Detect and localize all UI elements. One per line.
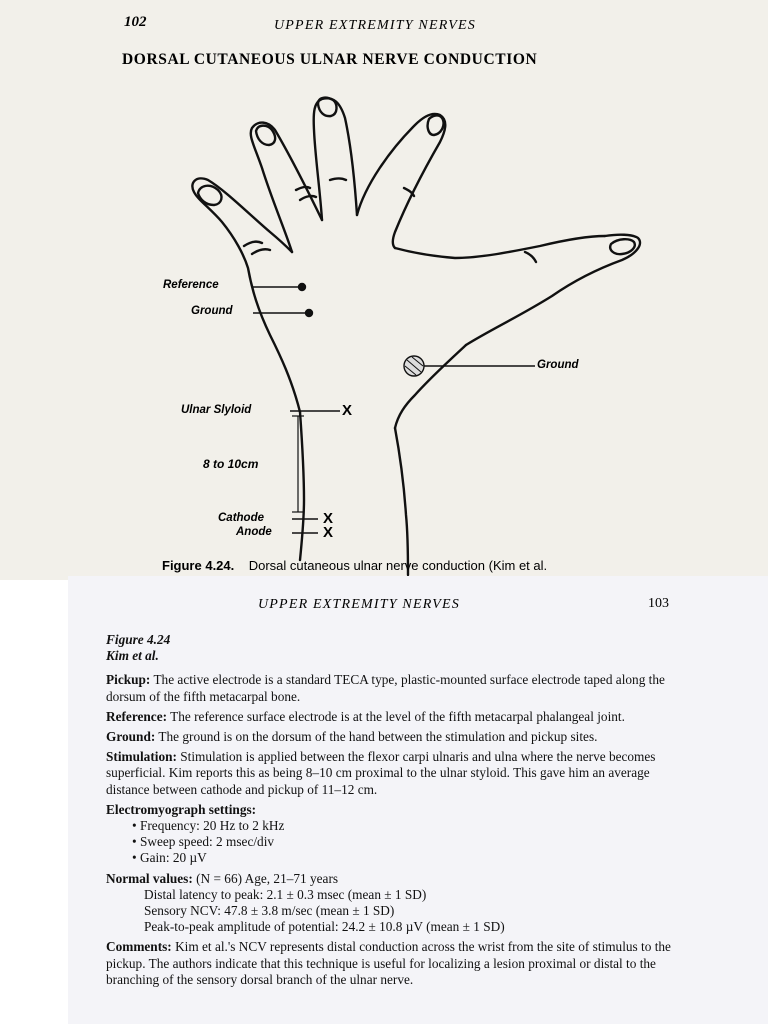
stimulation-paragraph: Stimulation: Stimulation is applied between the flexor carpi ulnaris and ulna where the nerve becomes superficial. Kim reports this as being 8–10 cm proximal to the ulnar styloid. This gave him an average distance between cathode and pickup of 11–12 cm. [106,749,656,797]
normal-values-list [106,887,681,936]
section-title: DORSAL CUTANEOUS ULNAR NERVE CONDUCTION [122,51,538,68]
figure-ref: Figure 4.24 [106,632,171,647]
reference-label: Reference [163,279,219,291]
emg-settings-list [106,818,681,867]
list-item: • Sweep speed: 2 msec/div [132,834,681,850]
pickup-paragraph: Pickup: The active electrode is a standard TECA type, plastic-mounted surface electrode taped along the dorsum of the fifth metacarpal bone. [106,672,665,704]
caption-text: Dorsal cutaneous ulnar nerve conduction (Kim et al. [248,558,548,573]
normal-values-heading: Normal values: (N = 66) Age, 21–71 years [106,870,339,886]
styloid-mark: X [342,402,353,419]
list-item: Peak-to-peak amplitude of potential: 24.2 ± 10.8 µV (mean ± 1 SD) [144,919,505,935]
page-103 [68,576,768,1024]
running-head: UPPER EXTREMITY NERVES [258,597,460,612]
anode-label: Anode [236,526,272,538]
figure-author: Kim et al. [106,648,159,664]
cathode-mark: X [323,510,334,527]
list-item: • Frequency: 20 Hz to 2 kHz [132,818,681,834]
list-item: Distal latency to peak: 2.1 ± 0.3 msec (mean ± 1 SD) [144,886,427,902]
anode-mark: X [323,524,334,541]
list-item: • Gain: 20 µV [132,850,681,866]
caption-label: Figure 4.24. [162,558,235,573]
page-number: 103 [648,596,669,611]
ground-label-left: Ground [191,305,233,317]
page-number: 102 [124,14,147,30]
emg-heading: Electromyograph settings: [106,801,257,817]
list-item: Sensory NCV: 47.8 ± 3.8 m/sec (mean ± 1 SD) [144,903,395,919]
reference-paragraph: Reference: The reference surface electrode is at the level of the fifth metacarpal phalangeal joint. [106,708,625,724]
ground-paragraph: Ground: The ground is on the dorsum of the hand between the stimulation and pickup sites. [106,729,598,745]
running-head: UPPER EXTREMITY NERVES [274,18,476,33]
cathode-label: Cathode [218,512,264,524]
distance-label: 8 to 10cm [203,457,259,471]
text-body [106,632,681,992]
figure-caption [162,558,547,573]
ulnar-styloid-label: Ulnar Slyloid [181,404,252,416]
ground-label-right: Ground [537,359,579,371]
comments-paragraph: Comments: Kim et al.'s NCV represents distal conduction across the wrist from the site of stimulus to the pickup. The authors indicate that this technique is useful for localizing a lesion proximal or distal to the branching of the sensory dorsal branch of the ulnar nerve. [106,939,671,987]
